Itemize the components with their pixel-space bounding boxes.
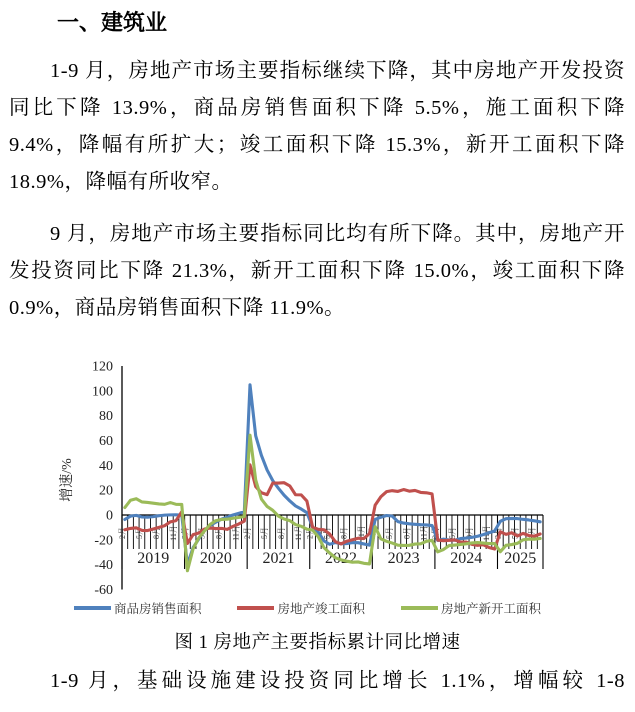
y-axis-tick-label: 120 [92, 359, 113, 375]
month-tick-label: 8月 [214, 527, 224, 539]
y-axis-tick-label: 60 [99, 434, 113, 449]
y-axis-tick-label: 20 [99, 483, 113, 499]
y-axis-tick-label: 40 [99, 458, 113, 474]
year-label: 2025 [504, 550, 537, 567]
line-chart [55, 355, 560, 597]
month-tick-label: 8月 [402, 527, 412, 539]
month-tick-label: 2月 [430, 527, 440, 539]
y-axis-tick-label: 100 [92, 384, 113, 400]
y-axis-tick-label: -20 [94, 533, 113, 549]
y-axis-tick-label: -60 [94, 583, 113, 597]
month-tick-label: 8月 [151, 527, 161, 539]
legend-item-2 [401, 599, 541, 617]
y-axis-tick-label: 80 [99, 409, 113, 425]
year-label: 2020 [199, 550, 232, 567]
legend-item-0 [74, 599, 202, 617]
month-tick-label: 11月 [231, 525, 241, 541]
month-tick-label: 5月 [197, 527, 207, 539]
y-axis-tick-label: -40 [94, 558, 113, 574]
month-tick-label: 2月 [305, 527, 315, 539]
chart-legend [55, 599, 560, 617]
paragraph-september: 9 月，房地产市场主要指标同比均有所下降。其中，房地产开发投资同比下降 21.3%，新开工面积下降 15.0%，竣工面积下降 0.9%，商品房销售面积下降 11.9%。 [9, 223, 625, 319]
legend-swatch-1 [237, 606, 274, 610]
month-tick-label: 5月 [322, 527, 332, 539]
month-tick-label: 8月 [527, 527, 537, 539]
section-title: 一、建筑业 [57, 10, 168, 35]
month-tick-label: 5月 [134, 527, 144, 539]
month-tick-label: 5月 [260, 527, 270, 539]
year-label: 2024 [450, 550, 483, 567]
year-label: 2019 [137, 550, 170, 567]
figure-caption: 图 1 房地产主要指标累计同比增速 [174, 633, 461, 653]
year-label: 2021 [262, 550, 295, 567]
paragraph-infrastructure: 1-9 月，基础设施建设投资同比增长 1.1%，增幅较 1-8 [50, 670, 625, 692]
paragraph-overview: 1-9 月，房地产市场主要指标继续下降，其中房地产开发投资同比下降 13.9%，商品房销售面积下降 5.5%，施工面积下降 9.4%，降幅有所扩大；竣工面积下降 15.3%，新开工面积下降 18.9%，降幅有所收窄。 [9, 60, 625, 193]
month-tick-label: 11月 [419, 525, 429, 541]
month-tick-label: 8月 [277, 527, 287, 539]
legend-label-0: 商品房销售面积 [113, 602, 202, 616]
y-axis-title: 增速/% [60, 458, 75, 502]
month-tick-label: 11月 [294, 525, 304, 541]
legend-swatch-2 [401, 606, 438, 610]
legend-item-1 [237, 599, 365, 617]
month-tick-label: 5月 [447, 527, 457, 539]
month-tick-label: 11月 [356, 525, 366, 541]
year-label: 2022 [325, 550, 358, 567]
month-tick-label: 11月 [169, 525, 179, 541]
y-axis-tick-label: 0 [106, 508, 113, 524]
legend-swatch-0 [74, 606, 111, 610]
chart-canvas [55, 355, 560, 597]
month-tick-label: 5月 [510, 527, 520, 539]
figure-1 [0, 355, 635, 654]
legend-label-2: 房地产新开工面积 [441, 602, 542, 616]
legend-label-1: 房地产竣工面积 [277, 602, 365, 616]
month-tick-label: 8月 [339, 527, 349, 539]
month-tick-label: 11月 [481, 525, 491, 541]
month-tick-label: 2月 [243, 527, 253, 539]
month-tick-label: 2月 [180, 527, 190, 539]
month-tick-label: 8月 [464, 527, 474, 539]
month-tick-label: 5月 [385, 527, 395, 539]
month-tick-label: 2月 [368, 527, 378, 539]
month-tick-label: 2月 [493, 527, 503, 539]
month-tick-label: 2月 [117, 527, 127, 539]
year-label: 2023 [387, 550, 420, 567]
